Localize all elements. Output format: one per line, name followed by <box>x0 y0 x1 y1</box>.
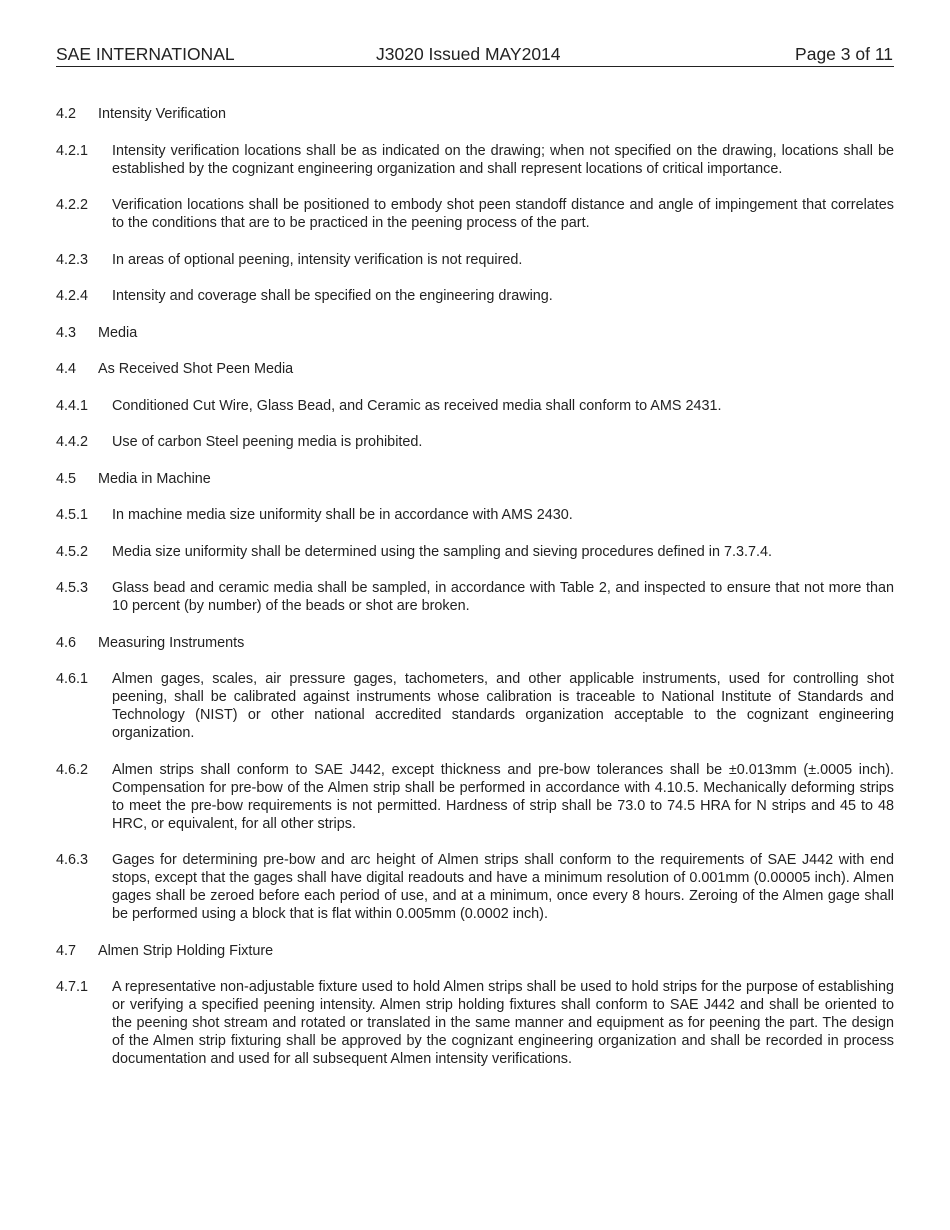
section-number: 4.5 <box>56 470 77 487</box>
paragraph-number: 4.5.1 <box>56 507 89 523</box>
section-number: 4.2 <box>56 106 77 122</box>
header-page-number: Page 3 of 11 <box>795 44 893 64</box>
section-number: 4.4 <box>56 361 77 377</box>
paragraph-text: In machine media size uniformity shall be in accordance with AMS 2430. <box>112 507 573 523</box>
paragraph-number: 4.7.1 <box>56 979 89 995</box>
paragraph-number: 4.2.1 <box>56 142 89 159</box>
paragraph-number: 4.2.3 <box>56 251 89 268</box>
paragraph-item <box>56 851 894 923</box>
paragraph-text: Media size uniformity shall be determined using the sampling and sieving procedures defined in 7.3.7.4. <box>112 543 772 560</box>
section-number: 4.7 <box>56 942 77 959</box>
paragraph-item <box>56 761 894 833</box>
paragraph-number: 4.4.2 <box>56 434 89 450</box>
paragraph-item <box>56 433 894 451</box>
paragraph-number: 4.6.3 <box>56 852 89 868</box>
section-title: Measuring Instruments <box>98 634 245 651</box>
section-heading <box>56 634 894 652</box>
header-organization: SAE INTERNATIONAL <box>56 44 235 64</box>
paragraph-text: Intensity verification locations shall be as indicated on the drawing; when not specified on the drawing, locations shall be established by the cognizant engineering organization and shall represent locations of critical importance. <box>112 142 894 177</box>
section-title: Media <box>98 324 138 341</box>
paragraph-text: Use of carbon Steel peening media is prohibited. <box>112 434 423 450</box>
paragraph-text: Glass bead and ceramic media shall be sampled, in accordance with Table 2, and inspected to ensure that not more than 10 percent (by number) of the beads or shot are broken. <box>112 580 894 614</box>
paragraph-item <box>56 579 894 615</box>
section-title: Intensity Verification <box>98 106 226 122</box>
paragraph-text: A representative non-adjustable fixture used to hold Almen strips shall be used to hold strips for the purpose of establishing or verifying a specified peening intensity. Almen strip holding fixtures shall conform to SAE J442 and shall be oriented to the peening shot stream and rotated or translated in the same manner and equipment as for peening the part. The design of the Almen strip fixturing shall be approved by the cognizant engineering organization and shall be recorded in process documentation and used for all subsequent Almen intensity verifications. <box>112 979 894 1067</box>
paragraph-number: 4.2.4 <box>56 288 89 304</box>
paragraph-item <box>56 543 894 561</box>
paragraph-number: 4.5.2 <box>56 543 89 560</box>
paragraph-text: Almen gages, scales, air pressure gages, tachometers, and other applicable instruments, used for controlling shot peening, shall be calibrated against instruments whose calibration is traceable to National Institute of Standards and Technology (NIST) or other national accredited standards organization acceptable to the cognizant engineering organization. <box>112 671 894 741</box>
paragraph-number: 4.5.3 <box>56 580 89 596</box>
section-number: 4.6 <box>56 634 77 651</box>
paragraph-text: In areas of optional peening, intensity verification is not required. <box>112 251 523 268</box>
section-heading <box>56 470 894 488</box>
paragraph-item <box>56 196 894 232</box>
section-number: 4.3 <box>56 324 77 341</box>
section-heading <box>56 360 894 378</box>
paragraph-text: Conditioned Cut Wire, Glass Bead, and Ceramic as received media shall conform to AMS 2431. <box>112 397 722 414</box>
paragraph-number: 4.6.2 <box>56 761 89 778</box>
paragraph-item <box>56 670 894 742</box>
paragraph-text: Gages for determining pre-bow and arc height of Almen strips shall conform to the requirements of SAE J442 with end stops, except that the gages shall have digital readouts and have a minimum resolution of 0.001mm (0.00005 inch). Almen gages shall be zeroed before each period of use, and at a minimum, once every 8 hours. Zeroing of the Almen gage shall be performed using a block that is flat within 0.005mm (0.0002 inch). <box>112 852 894 922</box>
paragraph-item <box>56 287 894 305</box>
section-title: As Received Shot Peen Media <box>98 361 294 377</box>
paragraph-number: 4.4.1 <box>56 397 89 414</box>
paragraph-item <box>56 251 894 269</box>
section-heading <box>56 105 894 123</box>
section-heading <box>56 942 894 960</box>
paragraph-item <box>56 142 894 178</box>
paragraph-item <box>56 397 894 415</box>
paragraph-item <box>56 978 894 1068</box>
paragraph-number: 4.2.2 <box>56 197 89 213</box>
paragraph-text: Verification locations shall be positioned to embody shot peen standoff distance and angle of impingement that correlates to the conditions that are to be practiced in the peening process of the part. <box>112 197 894 231</box>
paragraph-text: Intensity and coverage shall be specified on the engineering drawing. <box>112 288 553 304</box>
page-header <box>56 44 894 67</box>
paragraph-number: 4.6.1 <box>56 671 89 687</box>
paragraph-text: Almen strips shall conform to SAE J442, except thickness and pre-bow tolerances shall be ±0.013mm (±.0005 inch). Compensation for pre-bow of the Almen strip shall be performed in accordance with 4.10.5. Mechanically deforming strips to meet the pre-bow requirements is not permitted. Hardness of strip shall be 73.0 to 74.5 HRA for N strips and 45 to 48 HRC, or equivalent, for all other strips. <box>112 761 894 832</box>
header-document-id: J3020 Issued MAY2014 <box>376 44 561 64</box>
section-title: Almen Strip Holding Fixture <box>98 942 274 959</box>
paragraph-item <box>56 506 894 524</box>
section-title: Media in Machine <box>98 470 211 487</box>
document-body <box>56 105 894 1087</box>
section-heading <box>56 324 894 342</box>
